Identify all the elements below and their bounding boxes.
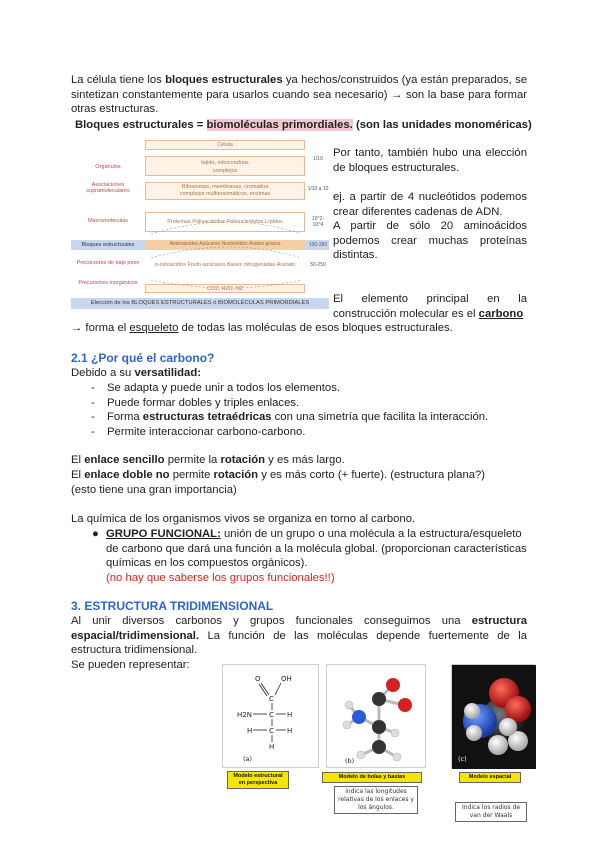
versatilidad-line: Debido a su versatilidad: — [71, 367, 201, 379]
hierarchy-box: Proteínas Polisacáridos Polinucleótidos Lípidos — [145, 212, 305, 232]
hierarchy-label: Macromoléculas — [87, 218, 129, 224]
hierarchy-bottom: Elección de los BLOQUES ESTRUCTURALES ó BIOMOLÉCULAS PRIMORDIALES — [71, 298, 329, 309]
hierarchy-box: Ribosomas, membranas, cromatina complejos multienzimáticos, enzimas — [145, 182, 305, 200]
model-c-letter: (c) — [458, 755, 467, 763]
hierarchy-label: Precursores inorgánicos — [78, 280, 138, 286]
model-c-note: Indica los radios de van der Waals — [455, 802, 527, 822]
struct-h-right: H — [287, 711, 293, 719]
side-paragraph-3: A partir de sólo 20 aminoácidos podemos crear muchas proteínas distintas. — [333, 220, 527, 261]
list-item: - Forma estructuras tetraédricas con una simetría que facilita la interacción. — [71, 410, 531, 425]
model-c-caption: Modelo espacial — [459, 772, 521, 783]
section-3-title: 3. ESTRUCTURA TRIDIMENSIONAL — [71, 599, 274, 613]
represent-line: Se pueden representar: — [71, 659, 190, 671]
hierarchy-box: tejido, mitocondrias complejos — [145, 156, 305, 176]
struct-c-mid: C — [269, 711, 274, 719]
section-3-paragraph: Al unir diversos carbonos y grupos funcionales conseguimos una estructura espacial/tridimensional. La función de las moléculas depende fuertemente de la estructura tridimensional. — [71, 615, 527, 656]
organize-line: La química de los organismos vivos se organiza en torno al carbono. — [71, 513, 416, 525]
list-item: - Puede formar dobles y triples enlaces. — [71, 396, 531, 411]
hierarchy-arrows — [71, 138, 329, 310]
struct-h-left: H — [247, 727, 253, 735]
structural-model-image — [222, 664, 319, 768]
model-a-caption: Modelo estructural en perspectiva — [227, 771, 289, 789]
struct-h-bottom: H — [269, 743, 275, 751]
intro-paragraph: La célula tiene los bloques estructurales ya hechos/construidos (ya están preparados, se sintetizan constantemente para usarlos cuando sea necesario) → son la base para formar otras estructuras. — [71, 74, 528, 115]
space-filling-svg — [452, 665, 536, 769]
section-2-title: 2.1 ¿Por qué el carbono? — [71, 351, 215, 365]
ball-stick-model-image — [326, 664, 426, 768]
struct-oh: OH — [281, 675, 292, 683]
struct-c-top: C — [269, 695, 274, 703]
struct-h2n: H2N — [237, 711, 252, 719]
hierarchy-box: CO2, H2O, N2 — [145, 284, 305, 293]
enlace-doble-line: El enlace doble no permite rotación y es más corto (+ fuerte). (estructura plana?) — [71, 469, 486, 481]
hierarchy-top: Célula — [145, 140, 305, 150]
model-b-note: indica las longitudes relativas de los enlaces y los ángulos. — [334, 786, 418, 814]
bloques-definition: Bloques estructurales = biomoléculas primordiales. (son las unidades monoméricas) — [75, 119, 532, 131]
bullet-icon: ● — [92, 528, 99, 540]
enlace-sencillo-line: El enlace sencillo permite la rotación y es más largo. — [71, 454, 345, 466]
hierarchy-size: 100-350 — [308, 242, 328, 248]
hierarchy-label: Orgánulos — [95, 164, 121, 170]
model-b-letter: (b) — [345, 757, 355, 765]
structural-formula-svg — [223, 665, 320, 769]
space-filling-model-image — [451, 664, 535, 768]
hierarchy-size: 1/10 — [313, 156, 323, 162]
hierarchy-figure — [71, 138, 329, 310]
struct-h-low: H — [287, 727, 293, 735]
hierarchy-label: Bloques estructurales — [81, 242, 135, 248]
struct-o: O — [255, 675, 261, 683]
hierarchy-size: 10^2-10^4 — [311, 216, 325, 228]
carbono-paragraph: El elemento principal en la construcción molecular es el carbono — [333, 293, 527, 320]
model-b-caption: Modelo de bolas y bastas — [322, 772, 422, 783]
esqueleto-line: → forma el esqueleto de todas las moléculas de esos bloques estructurales. — [71, 322, 453, 334]
side-paragraph-2: ej. a partir de 4 nucleótidos podemos crear diferentes cadenas de ADN. — [333, 191, 527, 218]
hierarchy-label: Asociaciones supramoleculares — [86, 182, 130, 194]
versatilidad-list — [71, 381, 531, 439]
ball-stick-svg — [327, 665, 427, 769]
list-item: - Se adapta y puede unir a todos los elementos. — [71, 381, 531, 396]
hierarchy-box: Aminoácidos Azúcares Nucleótidos Ácidos grasos — [145, 240, 305, 249]
gf-bullet: ● GRUPO FUNCIONAL: unión de un grupo o una molécula a la estructura/esqueleto de carbono que dará una función a la molécula global. (proporcionan características químicas en los compuestos orgánicos). (no hay que saberse los grupos funcionales!!) — [92, 527, 532, 585]
side-paragraph-1: Por tanto, también hubo una elección de bloques estructurales. — [333, 147, 527, 174]
model-a-letter: (a) — [243, 755, 253, 763]
list-item: - Permite interaccionar carbono-carbono. — [71, 425, 531, 440]
hierarchy-box: α-cetoácidos Fosfo-azúcares Bases nitrogenadas Acetato — [145, 256, 305, 274]
hierarchy-size: 1/10 a 10 — [307, 186, 329, 192]
gf-note: (no hay que saberse los grupos funcionales!!) — [106, 571, 335, 584]
importance-line: (esto tiene una gran importancia) — [71, 484, 237, 496]
hierarchy-label: Precursores de bajo peso — [76, 260, 140, 266]
struct-c-low: C — [269, 727, 274, 735]
hierarchy-size: 50-250 — [310, 262, 326, 268]
